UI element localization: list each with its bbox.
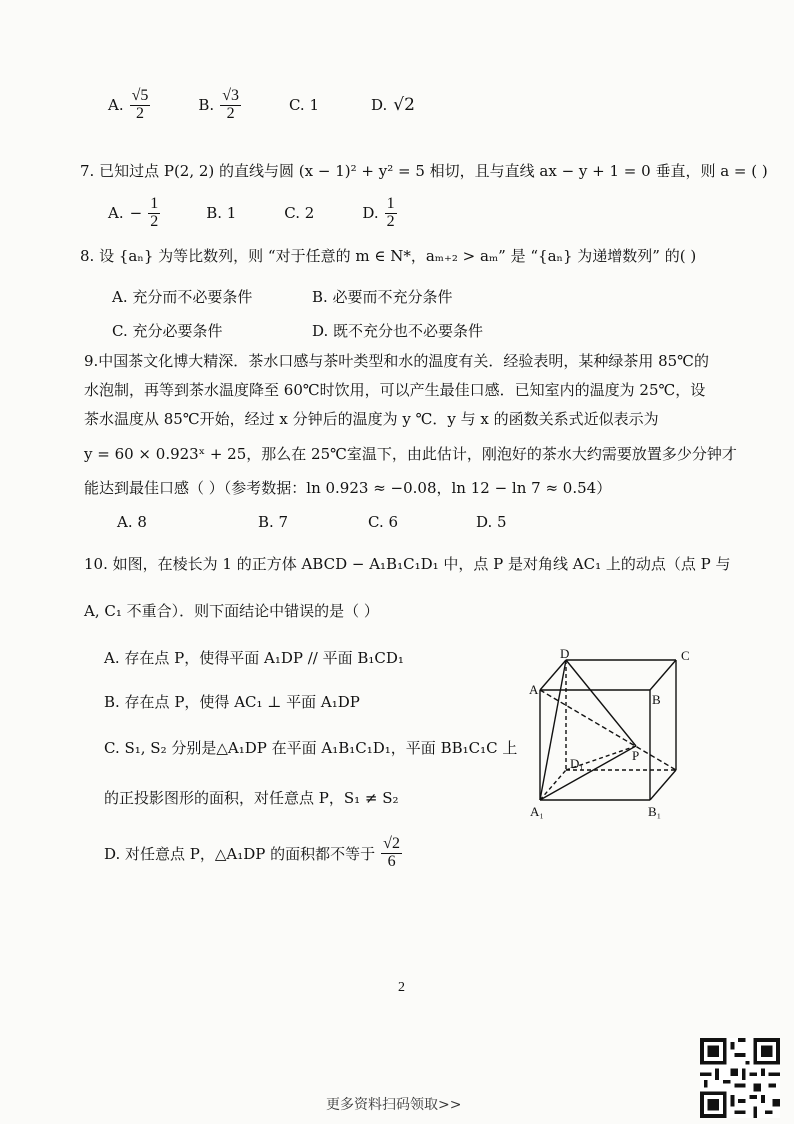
q9-option-d: D. 5	[476, 513, 507, 531]
q10-d-num: √2	[383, 835, 400, 852]
label-D: D	[560, 648, 570, 661]
q6-options	[108, 88, 415, 123]
q9-line-4: y = 60 × 0.923ˣ + 25，那么在 25℃室温下，由此估计，刚泡好的茶水大约需要放置多少分钟才	[84, 445, 737, 463]
label-C: C	[681, 648, 690, 663]
q7-d-num: 1	[386, 195, 395, 212]
q10-option-a: A. 存在点 P，使得平面 A₁DP // 平面 B₁CD₁	[104, 649, 404, 667]
label-P: P	[632, 748, 640, 763]
q6-a-num: √5	[131, 87, 149, 104]
edge-BC	[650, 660, 676, 690]
q8-stem: 8. 设 {aₙ} 为等比数列，则 “对于任意的 m ∈ N*，aₘ₊₂ > aₘ” 是 “{aₙ} 为递增数列” 的( )	[80, 247, 697, 265]
q9-option-b: B. 7	[258, 513, 289, 531]
q10-option-c-line-2: 的正投影图形的面积，对任意点 P，S₁ ≠ S₂	[104, 789, 399, 807]
q9-option-c: C. 6	[368, 513, 399, 531]
q10-line-2: A, C₁ 不重合）．则下面结论中错误的是（ ）	[84, 602, 379, 620]
edge-AD	[540, 660, 566, 690]
cube-figure	[528, 648, 718, 828]
q8-option-c: C. 充分必要条件	[112, 322, 223, 340]
q10-line-1: 10. 如图，在棱长为 1 的正方体 ABCD − A₁B₁C₁D₁ 中，点 P 是对角线 AC₁ 上的动点（点 P 与	[84, 555, 731, 573]
q6-option-c: C. 1	[288, 96, 319, 115]
q10-option-c-line-1: C. S₁, S₂ 分别是△A₁DP 在平面 A₁B₁C₁D₁，平面 BB₁C₁C 上	[104, 739, 518, 757]
label-A1: A₁	[530, 804, 544, 819]
q7-a-den: 2	[150, 212, 159, 230]
segment-A1D	[540, 660, 566, 800]
segment-A1P	[540, 746, 636, 800]
q7-d-label: D.	[362, 204, 379, 223]
q7-options	[108, 196, 397, 231]
qr-code-icon[interactable]	[700, 1038, 780, 1118]
q10-option-b: B. 存在点 P，使得 AC₁ ⊥ 平面 A₁DP	[104, 693, 360, 711]
q7-option-c: C. 2	[284, 204, 315, 223]
q7-d-fraction	[385, 196, 397, 231]
q6-b-num: √3	[222, 87, 239, 104]
q10-option-d	[104, 836, 402, 871]
q10-d-text: D. 对任意点 P，△A₁DP 的面积都不等于	[104, 844, 376, 863]
q7-a-fraction	[148, 196, 160, 231]
label-B: B	[652, 692, 661, 707]
q7-a-label: A.	[108, 204, 124, 223]
q6-option-d	[371, 95, 415, 115]
q10-d-den: 6	[387, 852, 396, 870]
q6-b-fraction	[220, 88, 241, 123]
q6-a-fraction	[130, 88, 151, 123]
label-B1: B₁	[648, 804, 662, 819]
q8-option-d: D. 既不充分也不必要条件	[312, 322, 484, 340]
q9-option-a: A. 8	[117, 513, 147, 531]
q6-a-den: 2	[136, 104, 144, 122]
q7-a-num: 1	[150, 195, 159, 212]
q6-option-a	[108, 88, 150, 123]
q8-option-a: A. 充分而不必要条件	[112, 288, 253, 306]
q6-b-label: B.	[198, 96, 215, 115]
q6-b-den: 2	[226, 104, 235, 122]
edge-B1C1	[650, 770, 676, 800]
q7-d-den: 2	[386, 212, 395, 230]
footer-scan-prompt[interactable]: 更多资料扫码领取>>	[326, 1097, 462, 1113]
q9-line-1: 9.中国茶文化博大精深．茶水口感与茶叶类型和水的温度有关．经验表明，某种绿茶用 85℃的	[84, 352, 709, 370]
q6-d-label: D.	[371, 96, 388, 115]
edge-A1D1	[540, 770, 566, 800]
q7-option-b: B. 1	[206, 204, 237, 223]
q7-stem: 7. 已知过点 P(2, 2) 的直线与圆 (x − 1)² + y² = 5 相切，且与直线 ax − y + 1 = 0 垂直，则 a = ( )	[80, 162, 768, 180]
q7-option-a	[108, 196, 160, 231]
label-D1: D₁	[570, 756, 584, 771]
label-A: A	[529, 682, 539, 697]
segment-DP	[566, 660, 636, 746]
q9-line-5: 能达到最佳口感（ ）（参考数据：ln 0.923 ≈ −0.08，ln 12 − ln 7 ≈ 0.54）	[84, 479, 612, 497]
page-number: 2	[398, 980, 405, 995]
q7-a-sign: −	[129, 204, 143, 223]
q6-option-b	[198, 88, 241, 123]
q6-d-value: √2	[393, 95, 415, 116]
q8-option-b: B. 必要而不充分条件	[312, 288, 453, 306]
q10-d-fraction	[381, 836, 402, 871]
q9-line-2: 水泡制，再等到茶水温度降至 60℃时饮用，可以产生最佳口感．已知室内的温度为 25℃，设	[84, 381, 706, 399]
q9-line-3: 茶水温度从 85℃开始，经过 x 分钟后的温度为 y ℃．y 与 x 的函数关系式近似表示为	[84, 410, 659, 428]
q6-a-label: A.	[108, 96, 124, 115]
q7-option-d	[362, 196, 396, 231]
